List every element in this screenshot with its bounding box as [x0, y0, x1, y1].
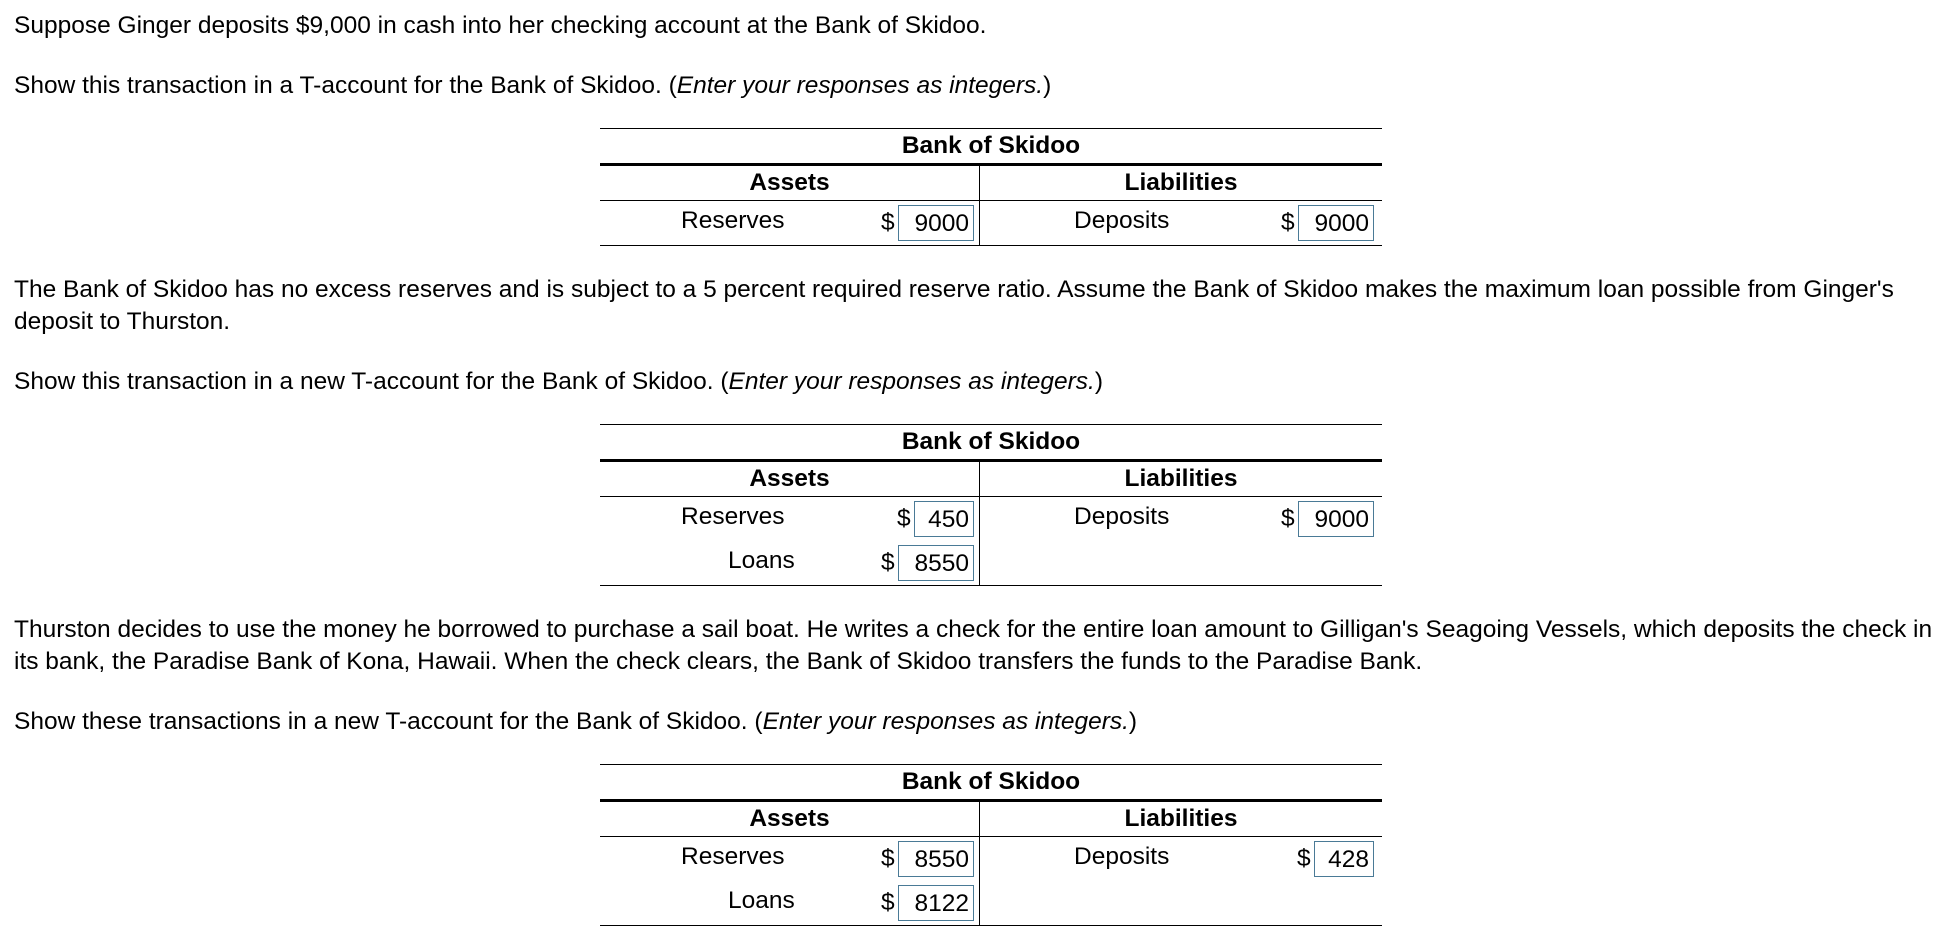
- dollar-sign: $: [881, 209, 895, 236]
- assets-column: [600, 497, 980, 585]
- t-account-3-body: [600, 837, 1382, 926]
- reserves-row: [600, 201, 979, 245]
- assets-column: [600, 837, 980, 925]
- t-account-2-title: Bank of Skidoo: [600, 424, 1382, 462]
- instruction-1-italic: Enter your responses as integers.: [676, 72, 1044, 99]
- dollar-sign: $: [881, 549, 895, 576]
- t-account-1-header: [600, 166, 1382, 201]
- reserves-row: [600, 837, 979, 881]
- reserves-label: Reserves: [681, 207, 785, 234]
- assets-column: [600, 201, 980, 245]
- loans-label: Loans: [728, 887, 795, 914]
- liabilities-column: [980, 497, 1382, 585]
- dollar-sign: $: [881, 845, 895, 872]
- t-account-1: [600, 128, 1382, 246]
- assets-header: Assets: [600, 462, 980, 496]
- instruction-3-main: Show these transactions in a new T-account for the Bank of Skidoo. (: [14, 708, 763, 735]
- liabilities-header: Liabilities: [1124, 805, 1238, 832]
- instruction-2-italic: Enter your responses as integers.: [728, 368, 1095, 395]
- instruction-1-close: ): [1043, 72, 1052, 99]
- loans-input[interactable]: 8122: [898, 885, 974, 921]
- reserves-label: Reserves: [681, 843, 785, 870]
- deposits-label: Deposits: [1074, 843, 1170, 870]
- paragraph-2: The Bank of Skidoo has no excess reserves and is subject to a 5 percent required reserve ratio. Assume the Bank of Skidoo makes the maximum loan possible from Ginger's deposit to Thurston.: [14, 276, 1894, 335]
- deposits-label: Deposits: [1074, 503, 1170, 530]
- deposits-input[interactable]: 9000: [1298, 501, 1374, 537]
- instruction-2-main: Show this transaction in a new T-account for the Bank of Skidoo. (: [14, 368, 729, 395]
- t-account-2-header: [600, 462, 1382, 497]
- assets-header: Assets: [600, 166, 980, 200]
- instruction-2: [14, 366, 1934, 398]
- deposits-row: [980, 837, 1382, 881]
- loans-row: [600, 541, 979, 585]
- deposits-input[interactable]: 428: [1314, 841, 1374, 877]
- t-account-1-title: Bank of Skidoo: [600, 128, 1382, 166]
- liabilities-header: Liabilities: [1124, 465, 1238, 492]
- t-account-3-title: Bank of Skidoo: [600, 764, 1382, 802]
- liabilities-header: Liabilities: [1124, 169, 1238, 196]
- deposits-row: [980, 201, 1382, 245]
- deposits-input[interactable]: 9000: [1298, 205, 1374, 241]
- deposits-row: [980, 497, 1382, 541]
- instruction-3-close: ): [1128, 708, 1138, 735]
- t-account-3-header: [600, 802, 1382, 837]
- t-account-1-body: [600, 201, 1382, 246]
- reserves-input[interactable]: 9000: [898, 205, 974, 241]
- deposits-label: Deposits: [1074, 207, 1170, 234]
- liabilities-column: [980, 201, 1382, 245]
- t-account-2-body: [600, 497, 1382, 586]
- paragraph-3: Thurston decides to use the money he borrowed to purchase a sail boat. He writes a check for the entire loan amount to Gilligan's Seagoing Vessels, which deposits the check in its bank, the Paradise Bank of Kona, Hawaii. When the check clears, the Bank of Skidoo transfers the funds to the Paradise Bank.: [14, 616, 1933, 675]
- loans-row: [600, 881, 979, 925]
- dollar-sign: $: [1281, 209, 1295, 236]
- instruction-2-close: ): [1094, 368, 1104, 395]
- dollar-sign: $: [897, 505, 911, 532]
- dollar-sign: $: [1297, 845, 1311, 872]
- reserves-input[interactable]: 8550: [898, 841, 974, 877]
- instruction-3: [14, 706, 1934, 738]
- reserves-row: [600, 497, 979, 541]
- dollar-sign: $: [1281, 505, 1295, 532]
- reserves-input[interactable]: 450: [914, 501, 974, 537]
- instruction-3-italic: Enter your responses as integers.: [762, 708, 1129, 735]
- t-account-3: [600, 764, 1382, 926]
- t-account-2: [600, 424, 1382, 586]
- liabilities-column: [980, 837, 1382, 925]
- instruction-1-main: Show this transaction in a T-account for the Bank of Skidoo. (: [14, 72, 677, 99]
- assets-header: Assets: [600, 802, 980, 836]
- reserves-label: Reserves: [681, 503, 785, 530]
- instruction-1: [14, 70, 1934, 102]
- loans-input[interactable]: 8550: [898, 545, 974, 581]
- loans-label: Loans: [728, 547, 795, 574]
- intro-text: Suppose Ginger deposits $9,000 in cash into her checking account at the Bank of Skidoo.: [14, 12, 987, 39]
- dollar-sign: $: [881, 889, 895, 916]
